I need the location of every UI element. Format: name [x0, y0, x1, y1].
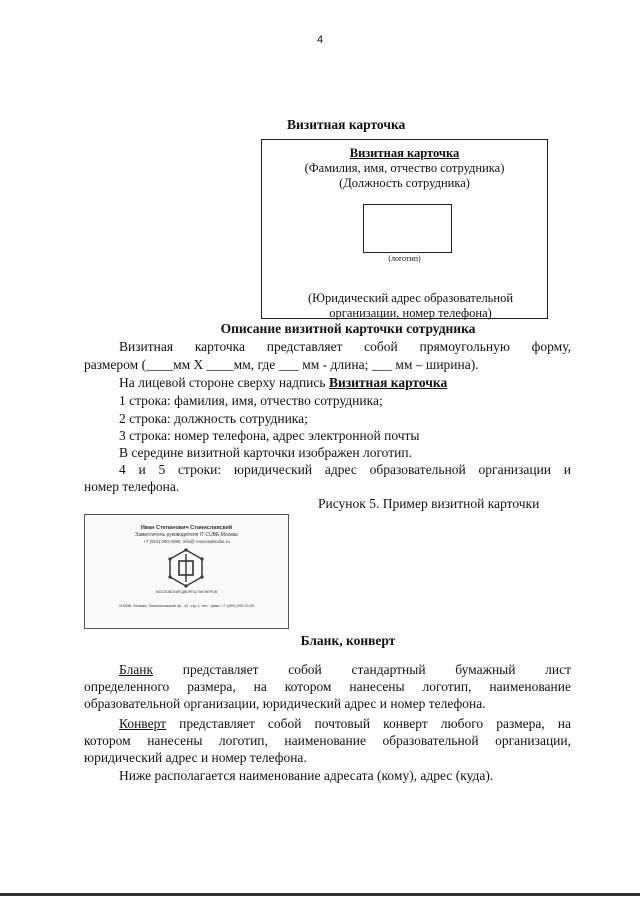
blank-line1 [119, 662, 571, 678]
card-template-title: Визитная карточка [349, 146, 460, 160]
blank-term: Бланк [119, 662, 154, 677]
card-template-address-line1: (Юридический адрес образовательной [307, 291, 514, 305]
example-business-card [84, 514, 289, 629]
card-template-position-line: (Должность сотрудника) [339, 176, 470, 190]
example-card-address: 119296, Москва, Ломоносовский пр., 42, стр.1, тел.: факс: +7 (499) 000-00-00 [118, 604, 255, 608]
card-template-address-line2: организации, номер телефона) [329, 306, 492, 320]
example-card-contacts: +7 (915) 000-3390, info@ moscowitcube.ru [143, 539, 230, 544]
envelope-term: Конверт [119, 716, 167, 731]
figure-caption: Рисунок 5. Пример визитной карточки [318, 496, 540, 511]
page-number: 4 [316, 34, 324, 46]
bottom-scan-edge [0, 893, 640, 896]
envelope-line1 [119, 716, 571, 732]
card-template [261, 139, 548, 319]
example-card-logo-caption: МОСКОВСКИЙ ДВОРЕЦ ПИОНЕРОВ [155, 590, 218, 594]
card-template-logo-box [363, 204, 452, 253]
section-title-blank-envelope: Бланк, конверт [300, 633, 396, 648]
it-cube-logo-icon [166, 548, 206, 588]
description-p1-line1: Визитная карточка представляет собой прямоугольную форму, [119, 339, 571, 354]
blank-line2: определенного размера, на котором нанесены логотип, наименование [84, 679, 571, 694]
blank-line1-rest: представляет собой стандартный бумажный лист [182, 662, 572, 677]
card-template-name-line: (Фамилия, имя, отчество сотрудника) [304, 161, 505, 175]
example-card-name: Иван Степанович Станиславский [140, 525, 233, 531]
description-title: Описание визитной карточки сотрудника [220, 321, 476, 336]
description-p2-prefix: На лицевой стороне сверху надпись [119, 375, 329, 390]
description-line2: 2 строка: должность сотрудника; [119, 411, 308, 426]
description-line3: 3 строка: номер телефона, адрес электронной почты [119, 428, 420, 443]
description-line1: 1 строка: фамилия, имя, отчество сотрудника; [119, 393, 383, 408]
envelope-line1-rest: представляет собой почтовый конверт любого размера, на [166, 716, 571, 731]
closing-line: Ниже располагается наименование адресата (кому), адрес (куда). [119, 768, 494, 783]
section-title-business-card: Визитная карточка [287, 117, 406, 132]
card-template-logo-label: (логотип) [388, 254, 421, 263]
description-p2-emphasis: Визитная карточка [328, 375, 448, 390]
envelope-line3: юридический адрес и номер телефона. [84, 750, 307, 765]
description-line45-a: 4 и 5 строки: юридический адрес образовательной организации и [119, 462, 571, 477]
description-p2 [119, 375, 447, 391]
blank-line3: образовательной организации, юридический адрес и номер телефона. [84, 696, 486, 711]
description-line45-b: номер телефона. [84, 479, 180, 494]
description-logo-line: В середине визитной карточки изображен логотип. [119, 445, 412, 460]
envelope-line2: котором нанесены логотип, наименование образовательной организации, [84, 733, 571, 748]
description-p1-line2: размером (____мм Х ____мм, где ___ мм - длина; ___ мм – ширина). [84, 357, 479, 372]
example-card-position: Заместитель руководителя IT-CUBE.Москва [135, 532, 238, 538]
